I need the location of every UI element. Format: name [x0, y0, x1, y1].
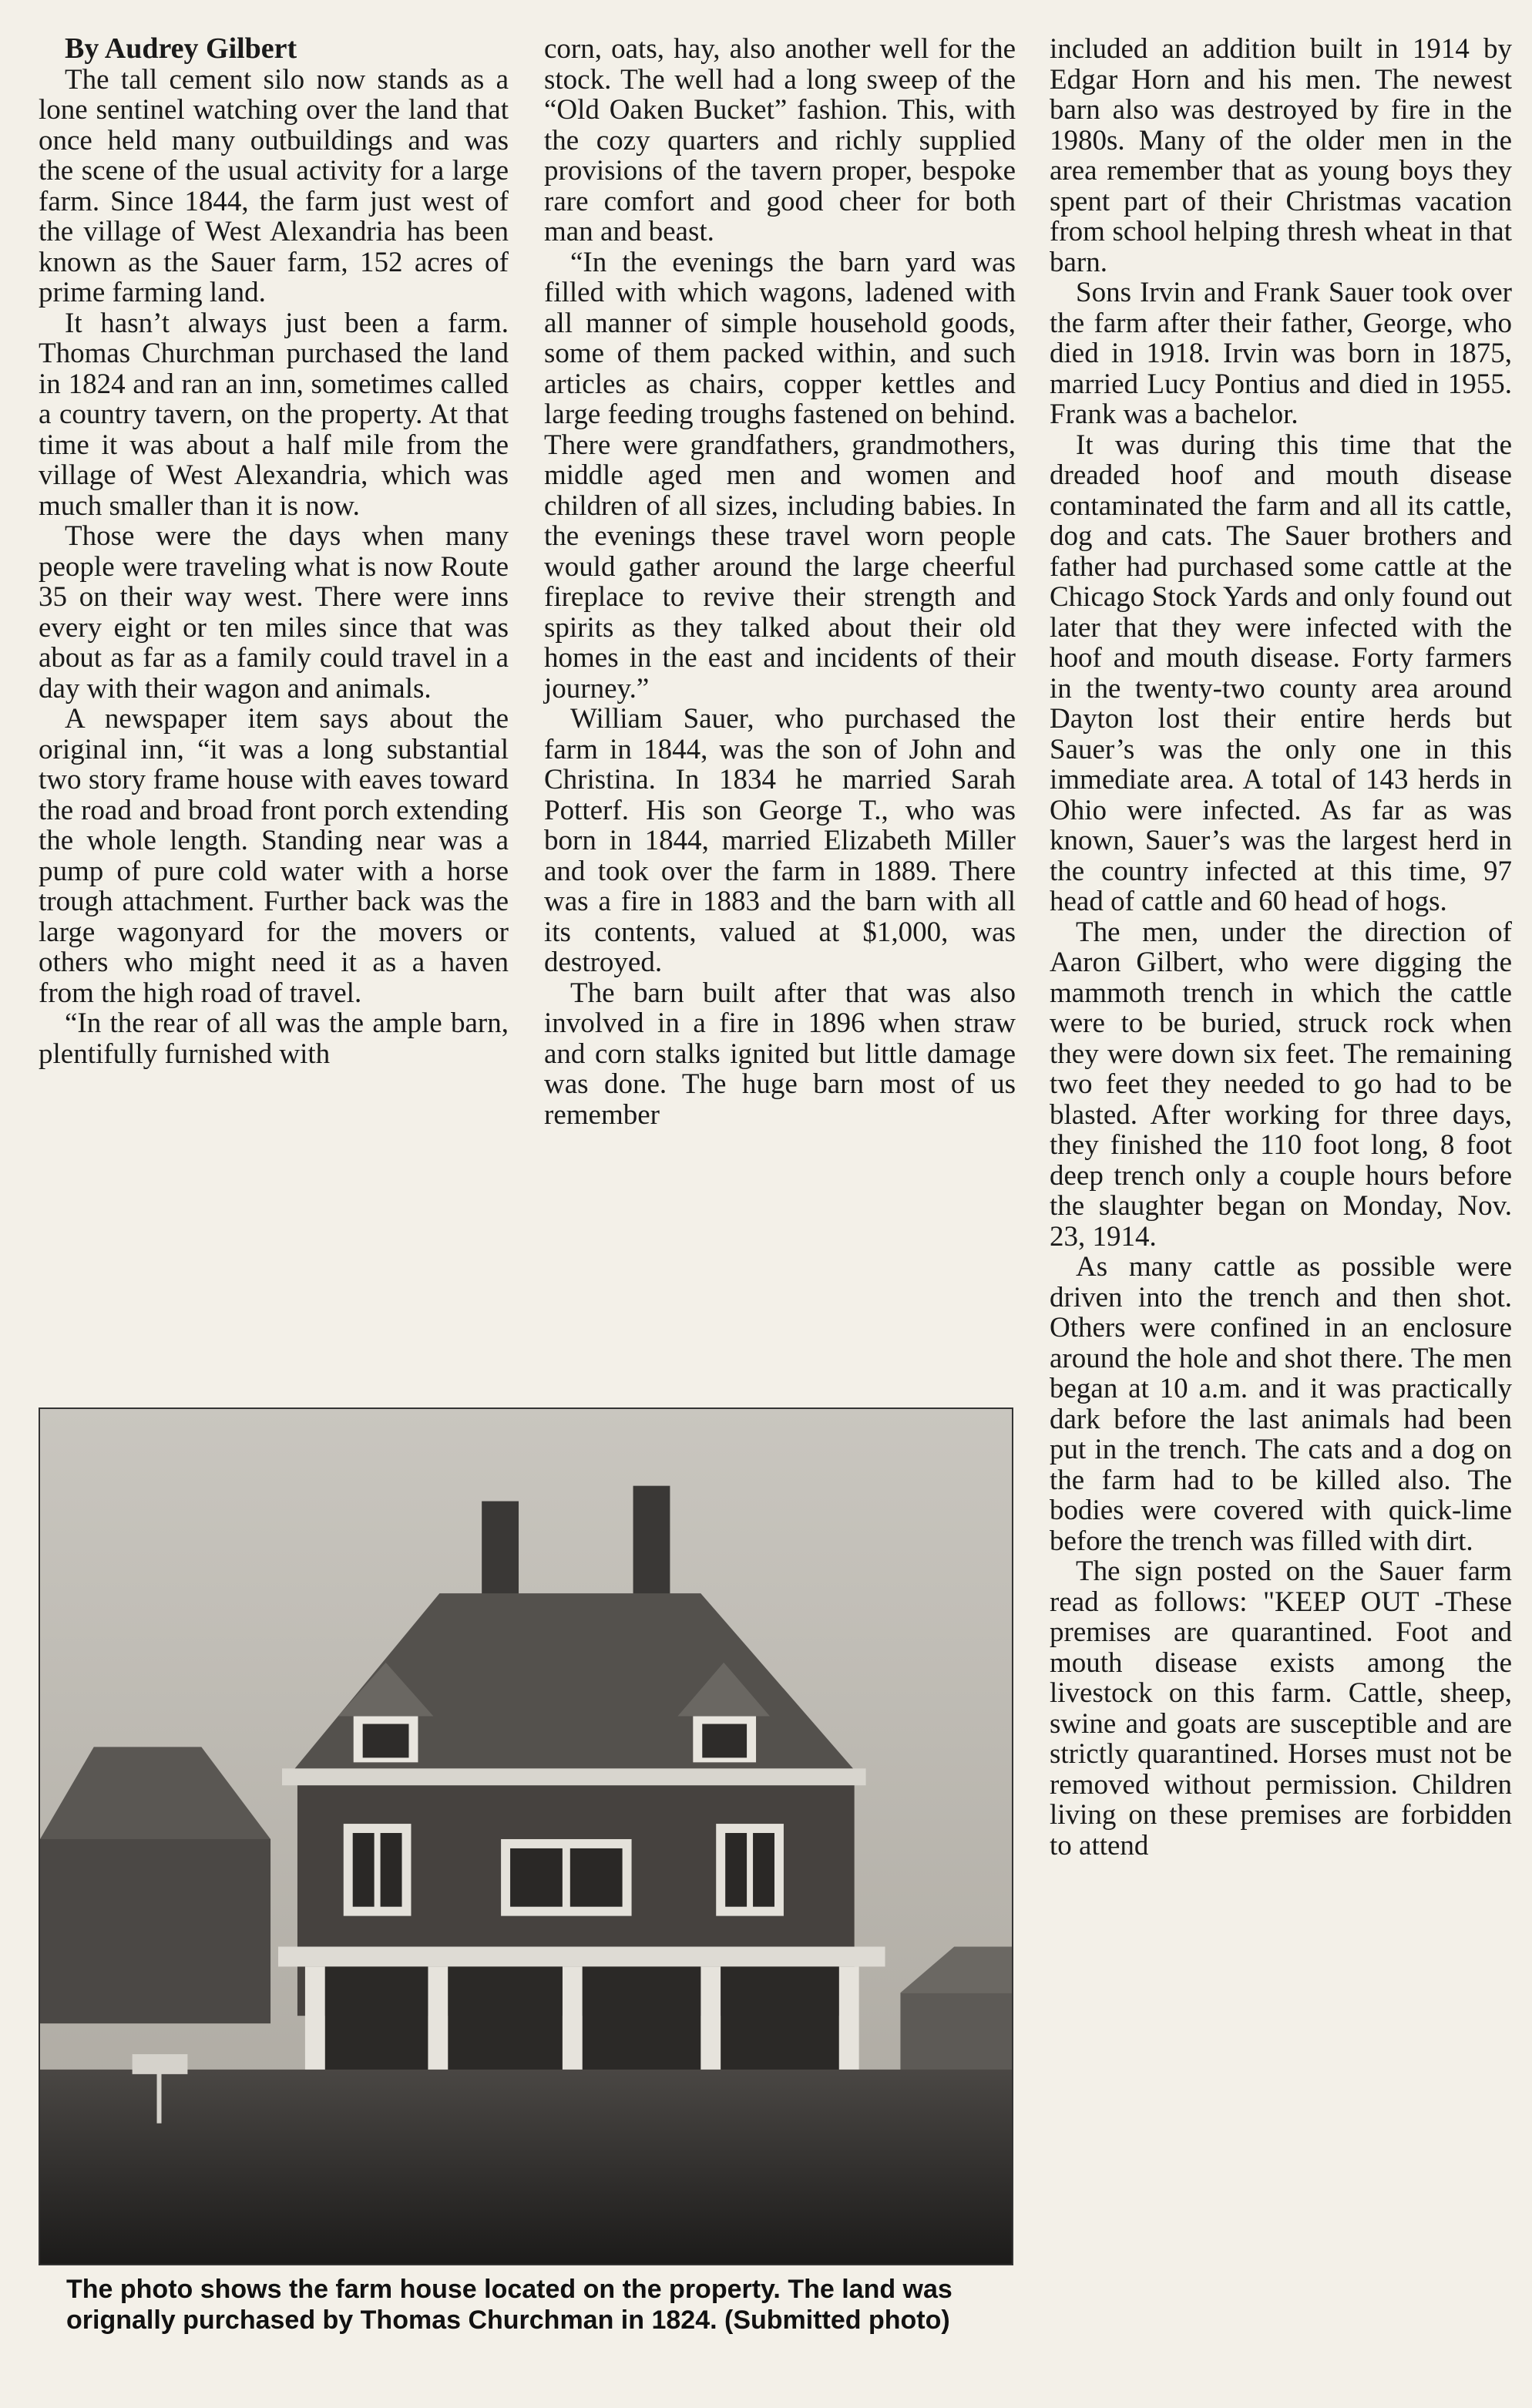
- paragraph: The tall cement silo now stands as a lone sentinel watching over the land that once held many outbuildings and was the scene of the usual activity for a large farm. Since 1844, the farm just west of the village of West Alexandria has been known as the Sauer farm, 152 acres of prime farming land.: [39, 63, 509, 308]
- paragraph: The men, under the direction of Aaron Gilbert, who were digging the mammoth trench in which the cattle were to be buried, struck rock when they were down six feet. The remaining two feet they needed to go had to be blasted. After working for three days, they finished the 110 foot long, 8 foot deep trench only a couple hours before the slaughter began on Monday, Nov. 23, 1914.: [1050, 916, 1512, 1253]
- paragraph: It hasn’t always just been a farm. Thomas Churchman purchased the land in 1824 and ran an inn, sometimes called a country tavern, on the property. At that time it was about a half mile from the village of West Alexandria, which was much smaller than it is now.: [39, 307, 509, 522]
- paragraph: Those were the days when many people were traveling what is now Route 35 on their way west. There were inns every eight or ten miles since that was about as far as a family could travel in a day with their wagon and animals.: [39, 520, 509, 705]
- paragraph: The sign posted on the Sauer farm read as follows: "KEEP OUT -These premises are quarantined. Foot and mouth disease exists among the livestock on this farm. Cattle, sheep, swine and goats are susceptible and are strictly quarantined. Horses must not be removed without permission. Children living on these premises are forbidden to attend: [1050, 1555, 1512, 1861]
- paragraph: Sons Irvin and Frank Sauer took over the farm after their father, George, who died in 1918. Irvin was born in 1875, married Lucy Pontius and died in 1955. Frank was a bachelor.: [1050, 277, 1512, 430]
- paragraph: It was during this time that the dreaded hoof and mouth disease contaminated the farm and all its cattle, dog and cats. The Sauer brothers and father had purchased some cattle at the Chicago Stock Yards and only found out later that they were infected with the hoof and mouth disease. Forty farmers in the twenty-two county area around Dayton lost their entire herds but Sauer’s was the only one in this immediate area. A total of 143 herds in Ohio were infected. As far as was known, Sauer’s was the largest herd in the country infected at this time, 97 head of cattle and 60 head of hogs.: [1050, 429, 1512, 917]
- paragraph: William Sauer, who purchased the farm in 1844, was the son of John and Christina. In 1834 he married Sarah Potterf. His son George T., who was born in 1844, married Elizabeth Miller and took over the farm in 1889. There was a fire in 1883 and the barn with all its contents, valued at $1,000, was destroyed.: [544, 703, 1016, 978]
- article-column-1: [39, 34, 509, 1069]
- farmhouse-illustration: [40, 1409, 1012, 2264]
- article-column-3: [1050, 34, 1512, 1861]
- paragraph: corn, oats, hay, also another well for the stock. The well had a long sweep of the “Old Oaken Bucket” fashion. This, with the cozy quarters and richly supplied provisions of the tavern proper, bespoke rare comfort and good cheer for both man and beast.: [544, 33, 1016, 247]
- byline: By Audrey Gilbert: [65, 32, 297, 65]
- article-column-2: [544, 34, 1016, 1130]
- photo-caption: The photo shows the farm house located on the property. The land was orignally purchased by Thomas Churchman in 1824. (Submitted photo): [66, 2275, 952, 2335]
- paragraph: A newspaper item says about the original inn, “it was a long substantial two story frame house with eaves toward the road and broad front porch extending the whole length. Standing near was a pump of pure cold water with a horse trough attachment. Further back was the large wagonyard for the movers or others who might need it as a haven from the high road of travel.: [39, 703, 509, 1009]
- farmhouse-photo: [39, 1407, 1013, 2265]
- paragraph: “In the rear of all was the ample barn, plentifully furnished with: [39, 1007, 509, 1070]
- paragraph: The barn built after that was also involved in a fire in 1896 when straw and corn stalks ignited but little damage was done. The huge barn most of us remember: [544, 977, 1016, 1131]
- paragraph: “In the evenings the barn yard was filled with which wagons, ladened with all manner of simple household goods, some of them packed within, and such articles as chairs, copper kettles and large feeding troughs fastened on behind. There were grandfathers, grandmothers, middle aged men and women and children of all sizes, including babies. In the evenings these travel worn people would gather around the large cheerful fireplace to revive their strength and spirits as they talked about their old homes in the east and incidents of their journey.”: [544, 246, 1016, 705]
- paragraph: included an addition built in 1914 by Edgar Horn and his men. The newest barn also was destroyed by fire in the 1980s. Many of the older men in the area remember that as young boys they spent part of their Christmas vacation from school helping thresh wheat in that barn.: [1050, 33, 1512, 278]
- paragraph: As many cattle as possible were driven into the trench and then shot. Others were confined in an enclosure around the hole and shot there. The men began at 10 a.m. and it was practically dark before the last animals had been put in the trench. The cats and a dog on the farm had to be killed also. The bodies were covered with quick-lime before the trench was filled with dirt.: [1050, 1251, 1512, 1557]
